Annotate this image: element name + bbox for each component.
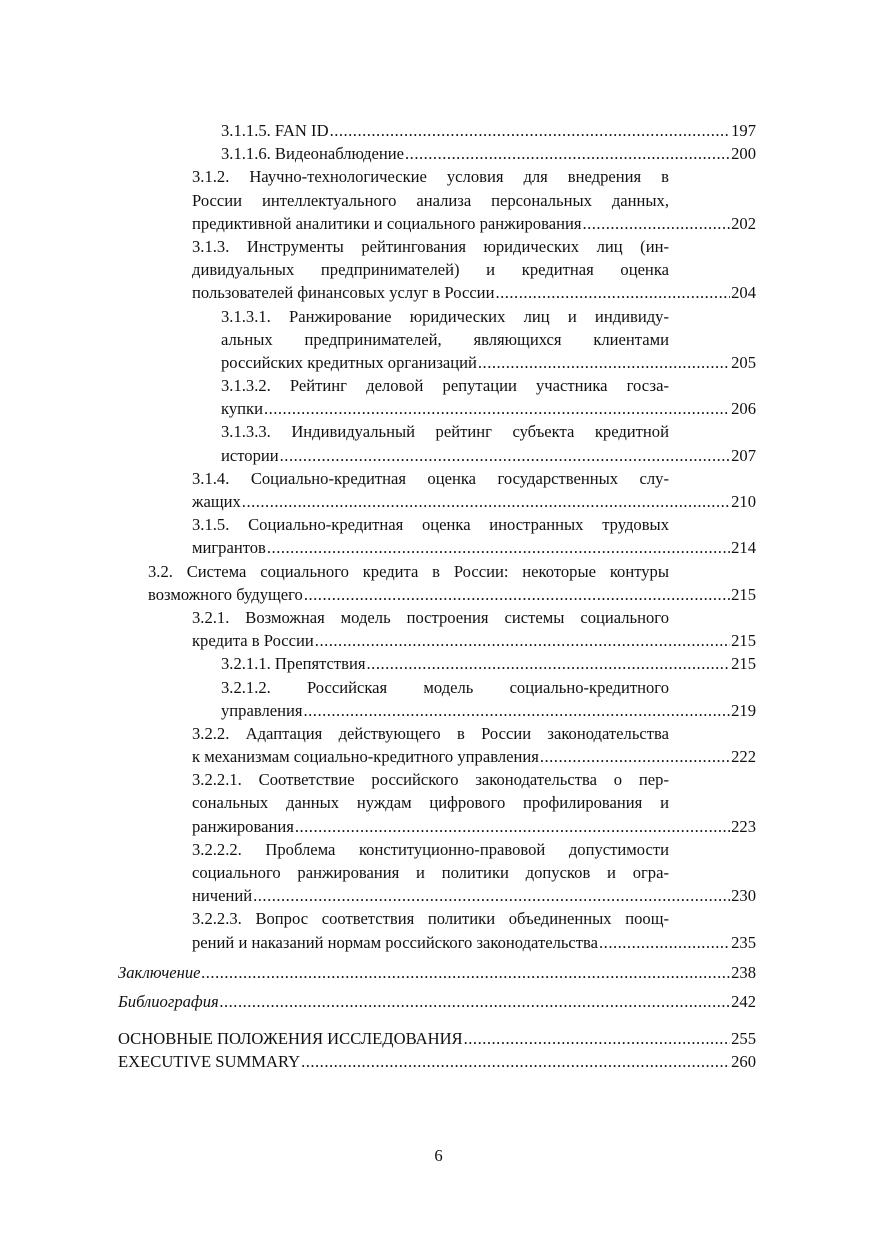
toc-entry-page: 242 bbox=[731, 991, 756, 1011]
toc-entry[interactable] bbox=[118, 961, 756, 984]
toc-entry-page: 206 bbox=[731, 399, 756, 419]
toc-entry-last-line bbox=[221, 351, 756, 374]
toc-entry-title: истории bbox=[221, 445, 279, 465]
toc-entry[interactable] bbox=[221, 652, 756, 675]
toc-entry[interactable] bbox=[118, 990, 756, 1013]
toc-entry[interactable] bbox=[221, 374, 756, 420]
toc-entry-last-line bbox=[221, 699, 756, 722]
toc-entry[interactable] bbox=[118, 1027, 756, 1050]
toc-entry-page: 235 bbox=[731, 932, 756, 952]
toc-entry-last-line bbox=[192, 884, 756, 907]
toc-entry-title: купки bbox=[221, 399, 263, 419]
toc-entry-line: 3.1.2. Научно-технологические условия для внедрения в bbox=[192, 167, 669, 187]
toc-entry-page: 222 bbox=[731, 747, 756, 767]
toc-entry-title: пользователей финансовых услуг в России bbox=[192, 283, 495, 303]
toc-entry-title: рений и наказаний нормам российского законодательства bbox=[192, 932, 599, 952]
toc-entry-page: 210 bbox=[731, 492, 756, 511]
toc-entry-line: 3.1.4. Социально-кредитная оценка государственных слу- bbox=[192, 468, 669, 488]
dot-leader bbox=[315, 629, 730, 652]
toc-entry-last-line bbox=[192, 745, 756, 768]
page-number: 6 bbox=[434, 1146, 443, 1165]
toc-entry-title: 3.1.1.5. FAN ID bbox=[221, 121, 329, 140]
dot-leader bbox=[264, 397, 730, 420]
table-of-contents bbox=[0, 119, 877, 1074]
toc-entry-page: 238 bbox=[731, 962, 756, 982]
toc-entry-title: 3.1.1.6. Видеонаблюдение bbox=[221, 144, 405, 164]
dot-leader bbox=[582, 212, 730, 235]
toc-entry-line: 3.1.3.3. Индивидуальный рейтинг субъекта кредитной bbox=[221, 422, 669, 442]
toc-entry-line: альных предпринимателей, являющихся клиентами bbox=[221, 329, 669, 349]
toc-entry-title: Заключение bbox=[118, 962, 201, 982]
toc-entry-page: 223 bbox=[731, 816, 756, 836]
toc-entry-last-line bbox=[221, 652, 756, 675]
toc-entry[interactable] bbox=[221, 676, 756, 722]
toc-entry-page: 260 bbox=[731, 1052, 756, 1072]
dot-leader bbox=[301, 1050, 730, 1073]
dot-leader bbox=[495, 281, 730, 304]
dot-leader bbox=[540, 745, 730, 768]
toc-entry-line: социального ранжирования и политики допусков и огра- bbox=[192, 863, 669, 882]
toc-entry[interactable] bbox=[192, 606, 756, 652]
dot-leader bbox=[304, 583, 730, 606]
dot-leader bbox=[280, 444, 730, 467]
toc-entry-title: российских кредитных организаций bbox=[221, 352, 477, 372]
toc-entry-line: 3.1.3.2. Рейтинг деловой репутации участника госза- bbox=[221, 376, 669, 396]
toc-entry[interactable] bbox=[221, 420, 756, 466]
dot-leader bbox=[220, 990, 730, 1013]
toc-entry-page: 215 bbox=[731, 584, 756, 604]
toc-entry-last-line bbox=[148, 583, 756, 606]
toc-entry-line: 3.1.5. Социально-кредитная оценка иностранных трудовых bbox=[192, 515, 669, 535]
toc-entry[interactable] bbox=[118, 1050, 756, 1073]
toc-entry-page: 205 bbox=[731, 352, 756, 372]
toc-entry-line: 3.2.2.1. Соответствие российского законодательства о пер- bbox=[192, 770, 669, 790]
toc-entry-last-line bbox=[221, 444, 756, 467]
toc-entry-last-line bbox=[221, 119, 756, 142]
toc-entry-page: 215 bbox=[731, 654, 756, 674]
toc-entry-line: 3.1.3.1. Ранжирование юридических лиц и индивиду- bbox=[221, 306, 669, 326]
toc-entry-last-line bbox=[118, 1050, 756, 1073]
toc-entry-page: 214 bbox=[731, 538, 756, 558]
toc-entry[interactable] bbox=[192, 907, 756, 953]
toc-entry-page: 197 bbox=[731, 121, 756, 140]
toc-entry-last-line bbox=[118, 1027, 756, 1050]
toc-entry-page: 219 bbox=[731, 700, 756, 720]
toc-entry-title: ничений bbox=[192, 886, 253, 906]
toc-entry-title: предиктивной аналитики и социального ранжирования bbox=[192, 213, 582, 233]
toc-entry-page: 200 bbox=[731, 144, 756, 164]
toc-entry-page: 230 bbox=[731, 886, 756, 906]
toc-entry-last-line bbox=[192, 815, 756, 838]
toc-entry-line: 3.2. Система социального кредита в России: некоторые контуры bbox=[148, 561, 669, 581]
toc-entry-last-line bbox=[192, 931, 756, 954]
toc-entry-title: к механизмам социально-кредитного управления bbox=[192, 747, 539, 767]
toc-entry-title: ОСНОВНЫЕ ПОЛОЖЕНИЯ ИССЛЕДОВАНИЯ bbox=[118, 1029, 463, 1049]
dot-leader bbox=[202, 961, 731, 984]
toc-entry[interactable] bbox=[192, 768, 756, 838]
toc-spacer bbox=[0, 954, 877, 961]
dot-leader bbox=[330, 119, 731, 142]
dot-leader bbox=[253, 884, 730, 907]
toc-entry-page: 204 bbox=[731, 283, 756, 303]
toc-entry[interactable] bbox=[192, 513, 756, 559]
toc-entry-last-line bbox=[118, 961, 756, 984]
toc-entry-page: 207 bbox=[731, 445, 756, 465]
toc-entry-line: 3.2.2.3. Вопрос соответствия политики объединенных поощ- bbox=[192, 909, 669, 929]
toc-entry-page: 255 bbox=[731, 1029, 756, 1049]
dot-leader bbox=[367, 652, 731, 675]
toc-entry-title: Библиография bbox=[118, 991, 219, 1011]
toc-entry-line: дивидуальных предпринимателей) и кредитная оценка bbox=[192, 260, 669, 280]
toc-entry-page: 215 bbox=[731, 631, 756, 651]
dot-leader bbox=[295, 815, 730, 838]
toc-entry-last-line bbox=[221, 142, 756, 165]
toc-entry-line: 3.2.1. Возможная модель построения системы социального bbox=[192, 607, 669, 627]
toc-entry[interactable] bbox=[192, 722, 756, 768]
toc-entry-last-line bbox=[192, 281, 756, 304]
dot-leader bbox=[304, 699, 731, 722]
dot-leader bbox=[599, 931, 730, 954]
toc-entry-last-line bbox=[192, 490, 756, 513]
dot-leader bbox=[464, 1027, 730, 1050]
toc-entry-line: 3.2.2. Адаптация действующего в России законодательства bbox=[192, 723, 669, 743]
toc-entry-page: 202 bbox=[731, 213, 756, 233]
toc-entry[interactable] bbox=[192, 467, 756, 513]
toc-entry[interactable] bbox=[221, 305, 756, 375]
toc-entry-title: EXECUTIVE SUMMARY bbox=[118, 1052, 301, 1072]
dot-leader bbox=[478, 351, 730, 374]
toc-entry-line: сональных данных нуждам цифрового профилирования и bbox=[192, 793, 669, 813]
toc-entry-title: управления bbox=[221, 700, 303, 720]
toc-entry[interactable] bbox=[192, 165, 756, 235]
dot-leader bbox=[405, 142, 730, 165]
toc-entry-title: мигрантов bbox=[192, 538, 266, 558]
toc-entry-title: возможного будущего bbox=[148, 584, 303, 604]
toc-entry-line: России интеллектуального анализа персональных данных, bbox=[192, 190, 669, 210]
toc-entry-line: 3.2.2.2. Проблема конституционно-правовой допустимости bbox=[192, 839, 669, 859]
toc-entry-line: 3.2.1.2. Российская модель социально-кредитного bbox=[221, 677, 669, 697]
toc-entry-title: 3.2.1.1. Препятствия bbox=[221, 654, 366, 674]
dot-leader bbox=[267, 536, 730, 559]
toc-entry-last-line bbox=[192, 212, 756, 235]
toc-entry-last-line bbox=[192, 536, 756, 559]
toc-entry[interactable] bbox=[148, 560, 756, 606]
dot-leader bbox=[242, 490, 730, 513]
toc-entry[interactable] bbox=[221, 119, 756, 142]
toc-entry-last-line bbox=[118, 990, 756, 1013]
toc-entry-title: жащих bbox=[192, 492, 241, 511]
toc-entry[interactable] bbox=[221, 142, 756, 165]
toc-entry-last-line bbox=[221, 397, 756, 420]
toc-entry-title: кредита в России bbox=[192, 631, 314, 651]
toc-entry-line: 3.1.3. Инструменты рейтингования юридических лиц (ин- bbox=[192, 236, 669, 256]
toc-spacer bbox=[0, 1013, 877, 1027]
toc-entry[interactable] bbox=[192, 838, 756, 908]
toc-entry-last-line bbox=[192, 629, 756, 652]
toc-entry[interactable] bbox=[192, 235, 756, 305]
toc-entry-title: ранжирования bbox=[192, 816, 294, 836]
